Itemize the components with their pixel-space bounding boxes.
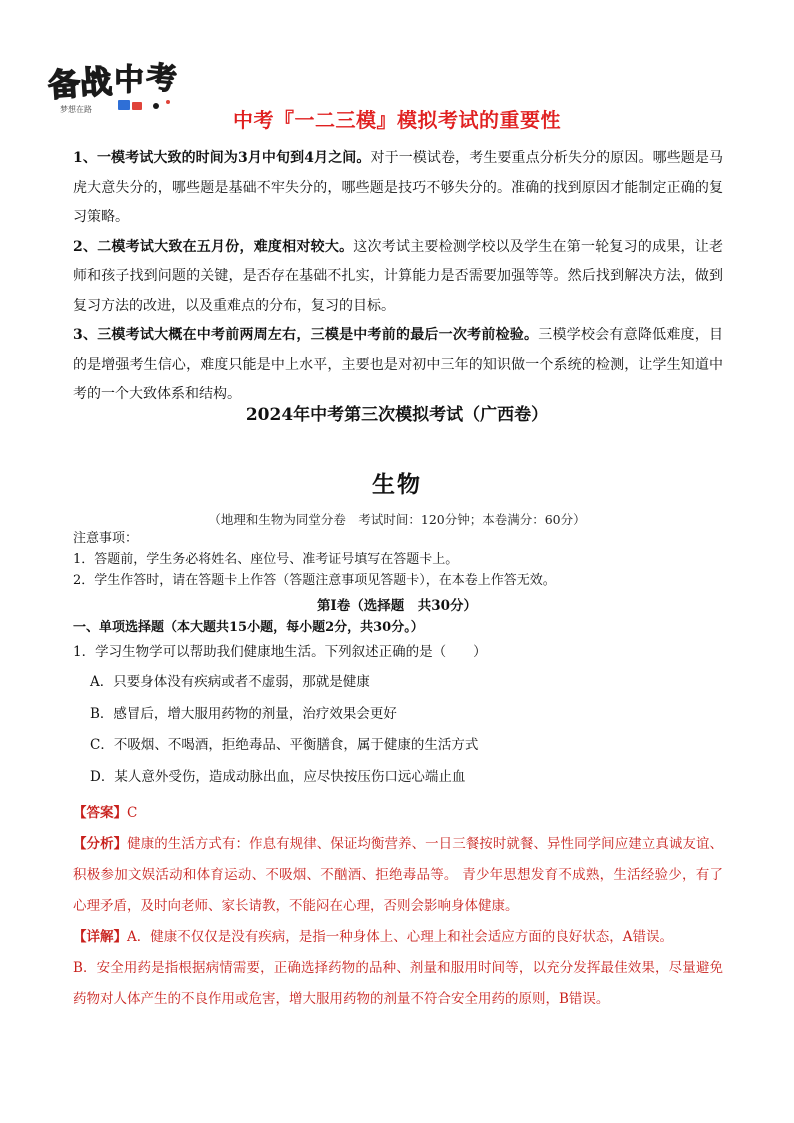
detail-text-b: B．安全用药是指根据病情需要，正确选择药物的品种、剂量和服用时间等，以充分发挥最佳效果，尽量避免药物对人体产生的不良作用或危害，增大服用药物的剂量不符合安全用药的原则，B错误。 [73, 960, 723, 1007]
exam-title: 2024年中考第三次模拟考试（广西卷） [245, 405, 549, 425]
answer-block [73, 798, 723, 1015]
svg-text:考: 考 [144, 59, 179, 98]
analysis-text: 健康的生活方式有：作息有规律、保证均衡营养、一日三餐按时就餐、异性同学间应建立真诚友谊、积极参加文娱活动和体育运动、不吸烟、不酗酒、拒绝毒品等。 青少年思想发育不成熟，生活经验少，有了心理矛盾，及时向老师、家长请教，不能闷在心理，否则会影响身体健康。 [73, 836, 724, 914]
question-options [90, 672, 478, 798]
part-title: 第Ⅰ卷（选择题 共30分） [316, 598, 478, 614]
detail-paragraph-b [73, 953, 723, 1015]
answer-value: C [127, 805, 138, 821]
option-c: C．不吸烟、不喝酒，拒绝毒品、平衡膳食，属于健康的生活方式 [90, 737, 479, 753]
exam-info: （地理和生物为同堂分卷 考试时间：120分钟；本卷满分：60分） [208, 512, 586, 527]
intro-paragraph-1-text: 对于一模试卷，考生要重点分析失分的原因。哪些题是马虎大意失分的，哪些题是基础不牢失分的，哪些题是技巧不够失分的。准确的找到原因才能制定正确的复习策略。 [73, 150, 724, 225]
answer-tag: 【答案】 [73, 805, 127, 821]
intro-title: 中考『一二三模』模拟考试的重要性 [233, 108, 561, 132]
intro-paragraph-2-lead: 2、二模考试大致在五月份，难度相对较大。 [73, 238, 354, 255]
detail-paragraph-a [73, 922, 723, 953]
intro-paragraph-3 [73, 321, 723, 410]
note-item-2: 2．学生作答时，请在答题卡上作答（答题注意事项见答题卡），在本卷上作答无效。 [73, 573, 556, 588]
intro-section [73, 144, 723, 410]
option-b: B．感冒后，增大服用药物的剂量，治疗效果会更好 [90, 705, 397, 722]
answer-line [73, 798, 723, 829]
option-a: A．只要身体没有疾病或者不虚弱，那就是健康 [90, 674, 370, 690]
section-heading: 一、单项选择题（本大题共15小题，每小题2分，共30分。） [73, 620, 424, 635]
svg-text:中: 中 [114, 63, 144, 98]
intro-paragraph-3-text: 三模学校会有意降低难度，目的是增强考生信心，难度只能是中上水平，主要也是对初中三年的知识做一个系统的检测，让学生知道中考的一个大致体系和结构。 [73, 327, 723, 402]
notes-section [73, 528, 733, 591]
detail-tag: 【详解】 [73, 929, 127, 945]
option-d: D．某人意外受伤，造成动脉出血，应尽快按压伤口远心端止血 [90, 768, 466, 785]
intro-paragraph-2-text: 这次考试主要检测学校以及学生在第一轮复习的成果，让老师和孩子找到问题的关键，是否存在基础不扎实，计算能力是否需要加强等等。然后找到解决方法，做到复习方法的改进，以及重难点的分布，复习的目标。 [73, 238, 723, 314]
detail-text-a: A．健康不仅仅是没有疾病，是指一种身体上、心理上和社会适应方面的良好状态，A错误。 [127, 929, 673, 945]
intro-paragraph-1 [73, 144, 723, 233]
svg-text:备战: 备战 [46, 62, 114, 105]
intro-paragraph-3-lead: 3、三模考试大概在中考前两周左右，三模是中考前的最后一次考前检验。 [73, 327, 539, 343]
subject-title: 生物 [372, 471, 422, 498]
analysis-paragraph [73, 829, 723, 922]
intro-paragraph-1-lead: 1、一模考试大致的时间为3月中旬到4月之间。 [73, 150, 371, 166]
svg-text:梦想在路: 梦想在路 [60, 105, 92, 114]
question-stem: 1．学习生物学可以帮助我们健康地生活。下列叙述正确的是（ ） [73, 644, 487, 660]
analysis-tag: 【分析】 [73, 836, 128, 852]
notes-heading: 注意事项： [73, 531, 139, 546]
note-item-1: 1．答题前，学生务必将姓名、座位号、准考证号填写在答题卡上。 [73, 552, 459, 567]
intro-paragraph-2 [73, 233, 723, 322]
